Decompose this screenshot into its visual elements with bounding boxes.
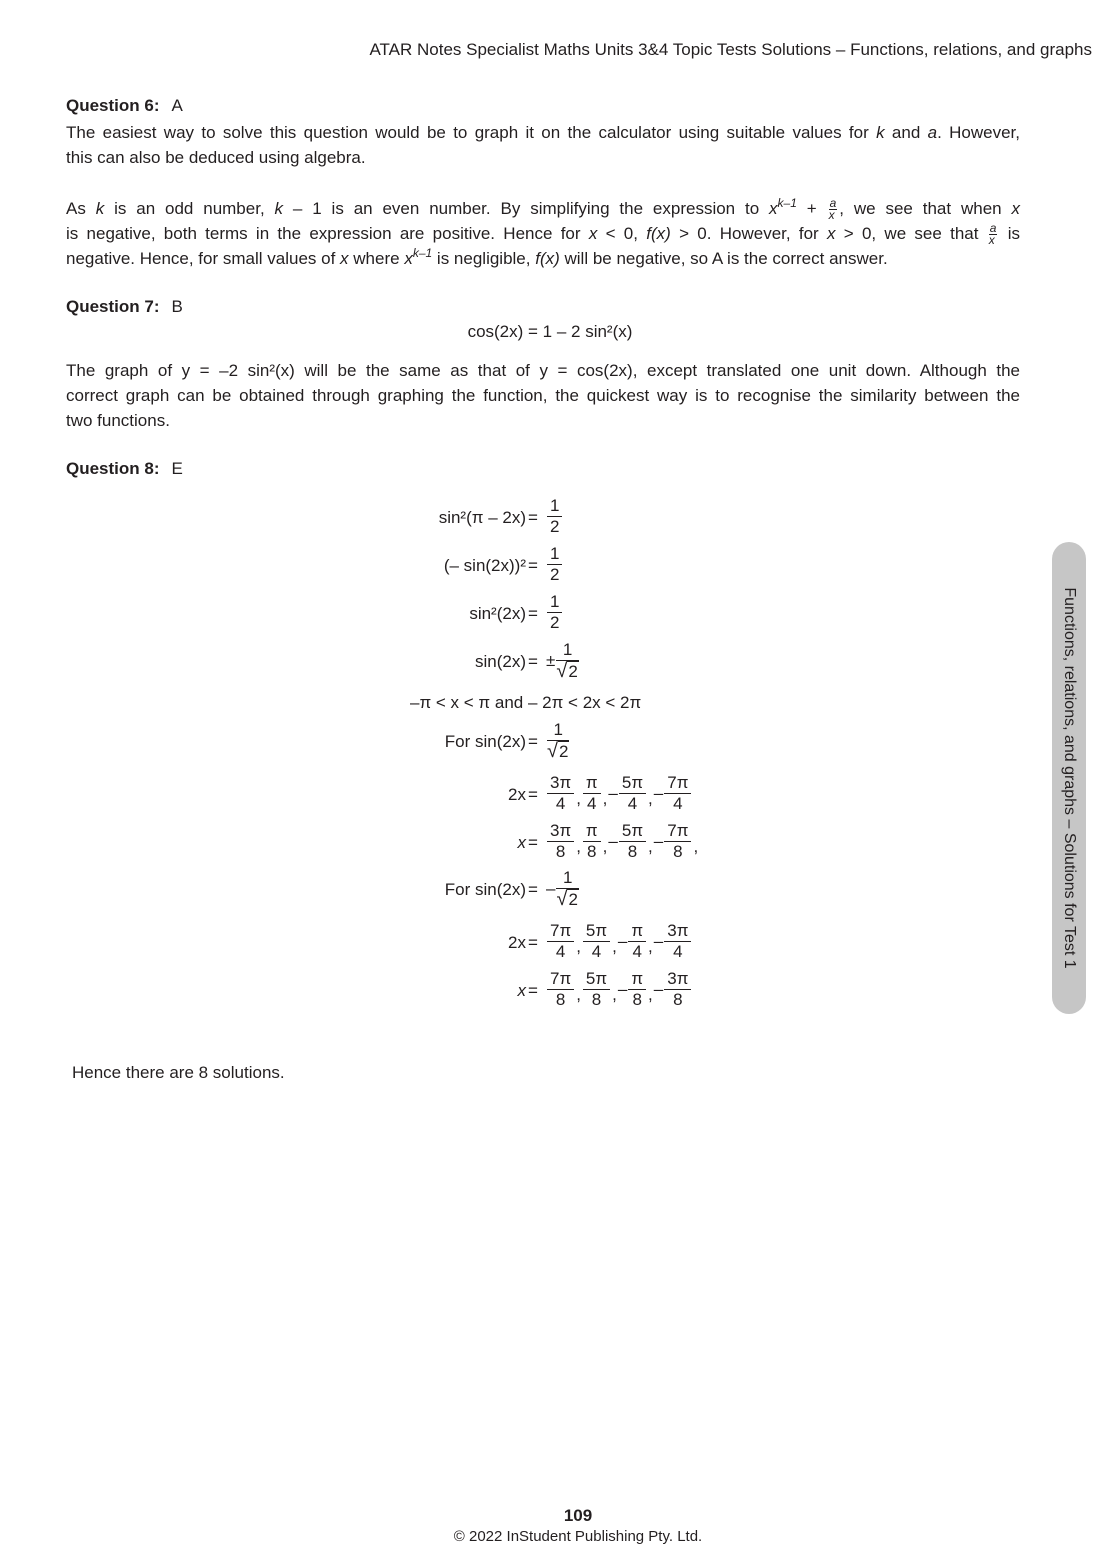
question-6-paragraph-2: As k is an odd number, k – 1 is an even number. By simplifying the expression to $x^{k-1}$ + $\frac{a}{x}$ , we see that when x is negative, both terms in the expression are positive. Hence for x < 0, f(x) > 0. However, for x > 0, we see that $\frac{a}{x}$ is negative. Hence, for small values of x where $x^{k-1}$ is negligible, f(x) will be negative, so A is the correct answer. bbox=[66, 196, 1020, 268]
copyright-notice: © 2022 InStudent Publishing Pty. Ltd. bbox=[453, 1528, 703, 1545]
question-6-paragraph-1: The easiest way to solve this question would be to graph it on the calculator using suitable values for k and a. However, this can also be deduced using algebra. bbox=[66, 123, 1020, 167]
section-side-tab bbox=[1052, 542, 1086, 1014]
running-header: ATAR Notes Specialist Maths Units 3&4 Topic Tests Solutions – Functions, relations, and graphs bbox=[369, 40, 1092, 59]
question-label: Question 7: bbox=[66, 297, 160, 316]
question-6-heading bbox=[66, 96, 183, 116]
equation-line-4: sin(2x) = ± $\frac{1}{√2}$ bbox=[474, 640, 578, 682]
equation-line-1: sin²(π – 2x) = $\frac{1}{2}$ bbox=[0, 496, 1020, 544]
question-answer: B bbox=[171, 297, 183, 316]
positive-case-2x-solutions: 2x = $\frac{3\pi}{4}$ , $\frac{\pi}{4}$ ,– $\frac{5\pi}{4}$ ,– $\frac{7\pi}{4}$ bbox=[0, 773, 1020, 821]
a-over-x-fraction: $\frac{a}{x}$ bbox=[828, 196, 837, 222]
question-answer: E bbox=[171, 459, 183, 478]
page-number: 109 bbox=[563, 1506, 593, 1525]
a-over-x-fraction: $\frac{a}{x}$ bbox=[988, 221, 997, 247]
equation-line-3: sin²(2x) = $\frac{1}{2}$ bbox=[0, 592, 1020, 640]
conclusion-text: Hence there are 8 solutions. bbox=[72, 1063, 285, 1082]
side-tab-label: Functions, relations, and graphs – Solutions for Test 1 bbox=[1061, 587, 1078, 969]
negative-case-2x-solutions: 2x = $\frac{7\pi}{4}$ , $\frac{5\pi}{4}$ ,– $\frac{\pi}{4}$ ,– $\frac{3\pi}{4}$ bbox=[0, 921, 1020, 969]
question-answer: A bbox=[171, 96, 183, 115]
positive-case-x-solutions: x = $\frac{3\pi}{8}$ , $\frac{\pi}{8}$ ,– $\frac{5\pi}{8}$ ,– $\frac{7\pi}{8}$ , bbox=[517, 821, 699, 861]
negative-case-heading: For sin(2x) = – $\frac{1}{√2}$ bbox=[444, 868, 578, 910]
question-label: Question 8: bbox=[66, 459, 160, 478]
double-angle-identity: cos(2x) = 1 – 2 sin²(x) bbox=[467, 322, 633, 341]
negative-case-x-solutions: x = $\frac{7\pi}{8}$ , $\frac{5\pi}{8}$ ,– $\frac{\pi}{8}$ ,– $\frac{3\pi}{8}$ bbox=[0, 969, 1020, 1017]
question-label: Question 6: bbox=[66, 96, 160, 115]
question-7-heading bbox=[66, 297, 183, 317]
equation-line-2: (– sin(2x))² = $\frac{1}{2}$ bbox=[0, 544, 1020, 592]
positive-case-heading: For sin(2x) = $\frac{1}{√2}$ bbox=[444, 720, 569, 762]
question-7-paragraph: The graph of y = –2 sin²(x) will be the same as that of y = cos(2x), except translated one unit down. Although the correct graph can be obtained through graphing the function, the quickest way is to recognise the similarity between the two functions. bbox=[66, 361, 1020, 430]
question-8-heading bbox=[66, 459, 183, 479]
